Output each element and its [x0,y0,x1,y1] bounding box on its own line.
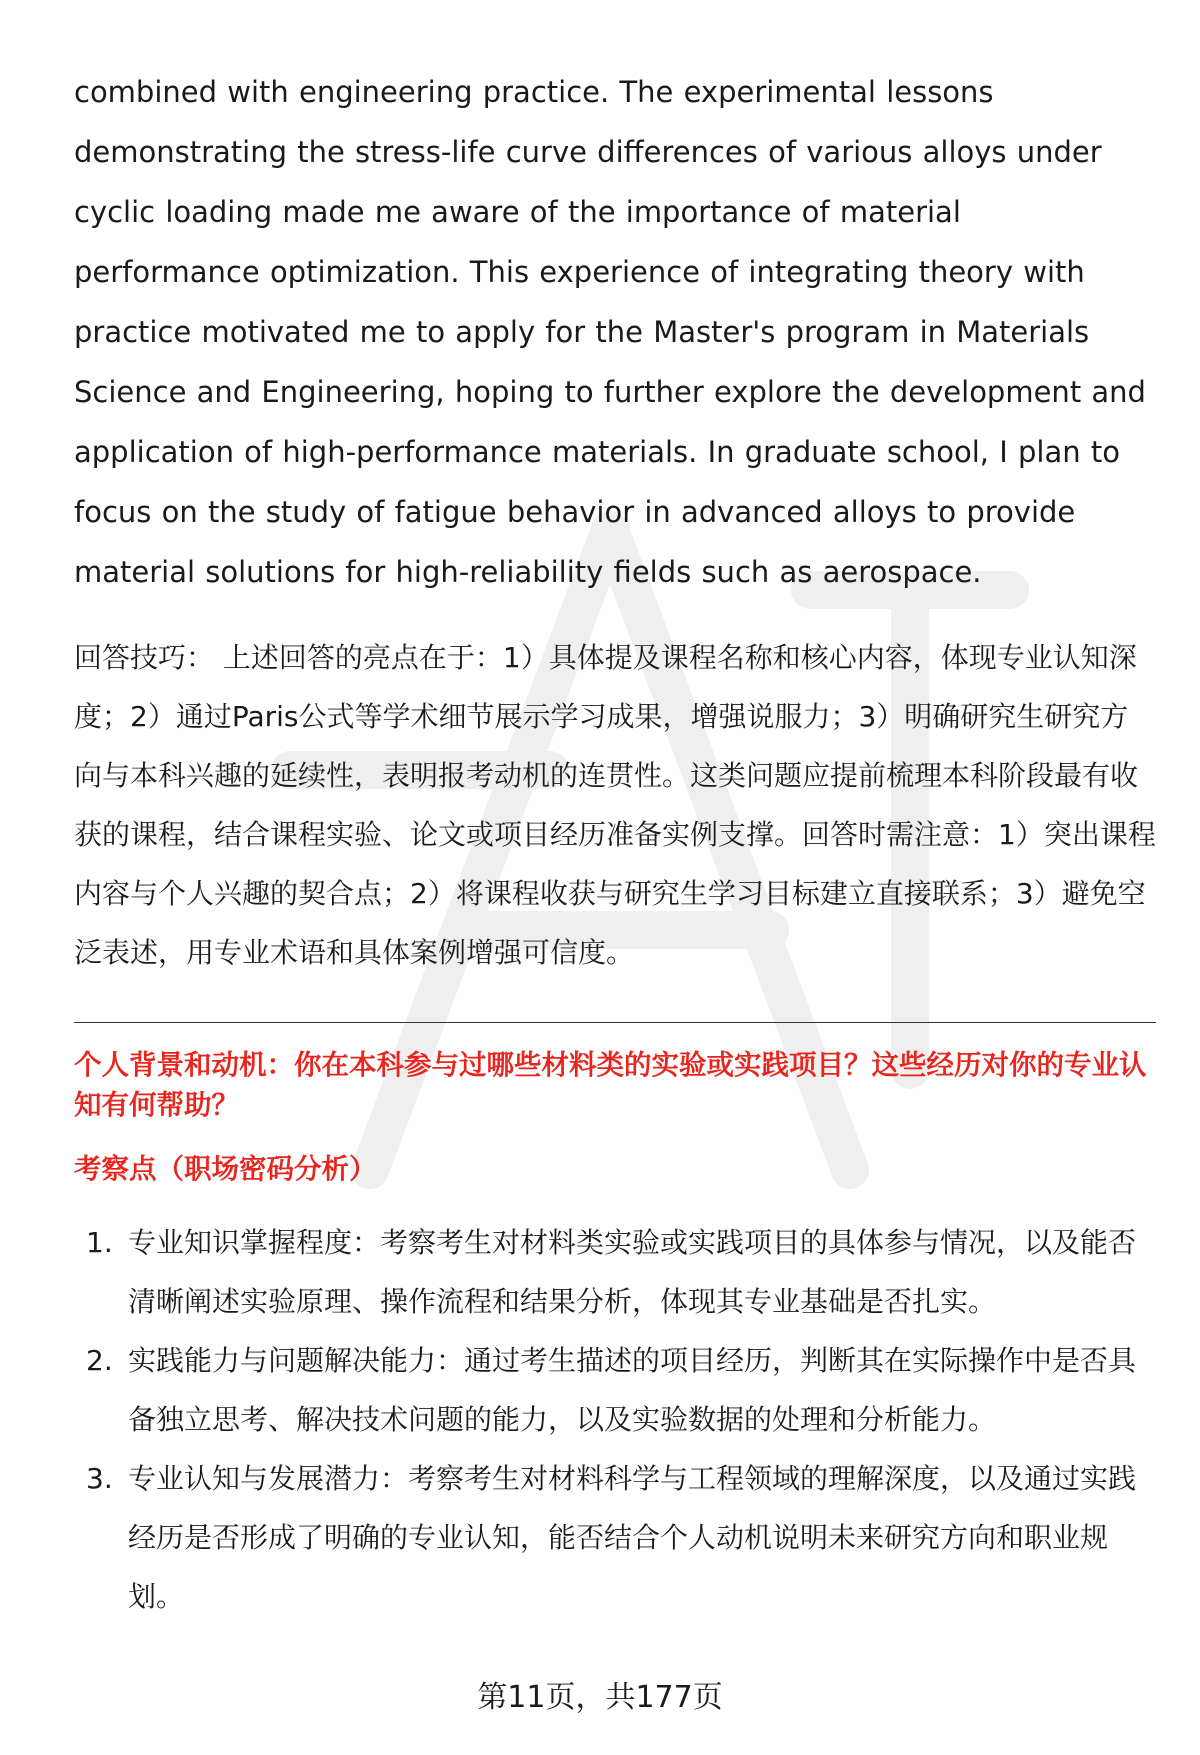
list-item [74,1213,1156,1331]
assessment-points-heading: 考察点（职场密码分析） [74,1153,377,1185]
assessment-points-list [74,1213,1156,1626]
list-item-number: 2. [86,1344,113,1377]
answer-tips-paragraph: 回答技巧： 上述回答的亮点在于：1）具体提及课程名称和核心内容，体现专业认知深度；2）通过Paris公式等学术细节展示学习成果，增强说服力；3）明确研究生研究方向与本科兴趣的延续性，表明报考动机的连贯性。这类问题应提前梳理本科阶段最有收获的课程，结合课程实验、论文或项目经历准备实例支撑。回答时需注意：1）突出课程内容与个人兴趣的契合点；2）将课程收获与研究生学习目标建立直接联系；3）避免空泛表述，用专业术语和具体案例增强可信度。 [74,641,1156,969]
list-item-text: 专业知识掌握程度：考察考生对材料类实验或实践项目的具体参与情况，以及能否清晰阐述实验原理、操作流程和结果分析，体现其专业基础是否扎实。 [128,1226,1137,1318]
english-answer-paragraph: combined with engineering practice. The experimental lessons demonstrating the stress-life curve differences of various alloys under cyclic loading made me aware of the importance of material performance optimization. This experience of integrating theory with practice motivated me to apply for the Master's program in Materials Science and Engineering, hoping to further explore the development and application of high-performance materials. In graduate school, I plan to focus on the study of fatigue behavior in advanced alloys to provide material solutions for high-reliability fields such as aerospace. [74,75,1146,589]
list-item [74,1331,1156,1449]
page-content [74,62,1156,1626]
list-item-text: 实践能力与问题解决能力：通过考生描述的项目经历，判断其在实际操作中是否具备独立思考、解决技术问题的能力，以及实验数据的处理和分析能力。 [128,1344,1137,1436]
page-footer: 第11页，共177页 [477,1680,723,1715]
list-item-number: 3. [86,1462,113,1495]
list-item-text: 专业认知与发展潜力：考察考生对材料科学与工程领域的理解深度，以及通过实践经历是否形成了明确的专业认知，能否结合个人动机说明未来研究方向和职业规划。 [128,1462,1137,1613]
list-item-number: 1. [86,1226,113,1259]
question-heading: 个人背景和动机：你在本科参与过哪些材料类的实验或实践项目？这些经历对你的专业认知有何帮助？ [74,1049,1147,1121]
list-item [74,1449,1156,1626]
section-divider [74,1022,1156,1023]
